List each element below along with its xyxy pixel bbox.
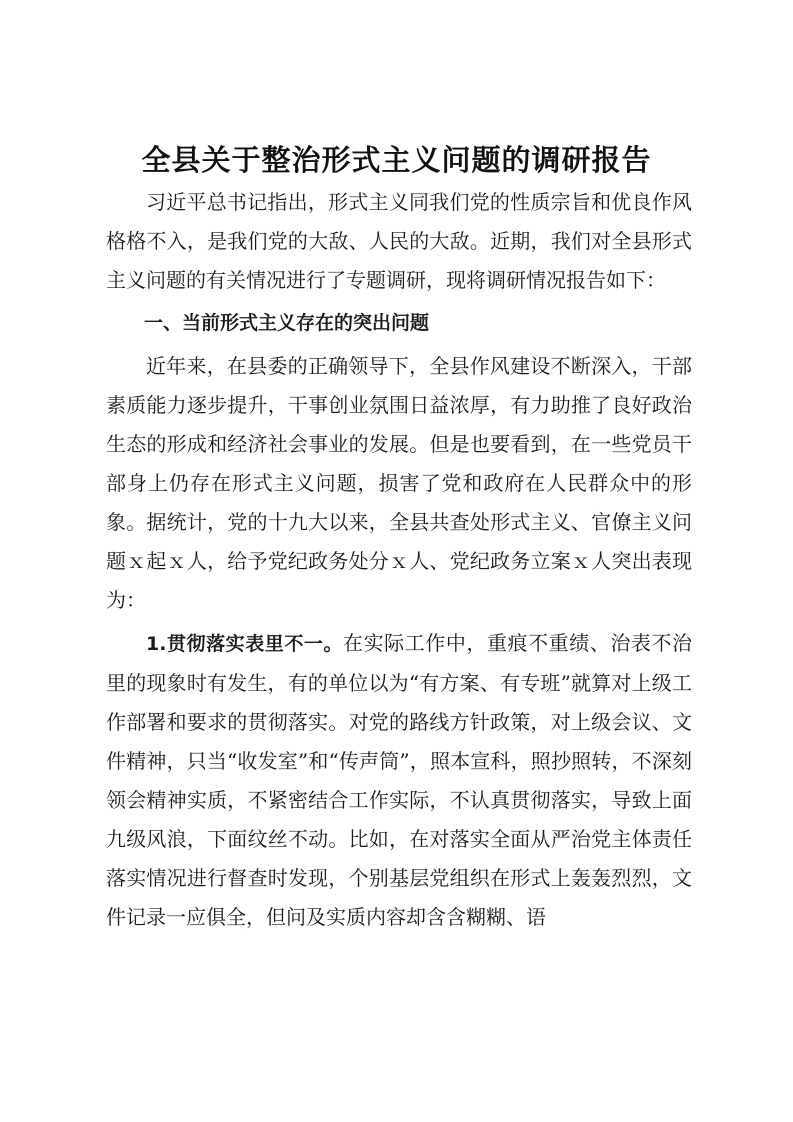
item-heading: 1.贯彻落实表里不一。 (146, 633, 344, 655)
document-title: 全县关于整治形式主义问题的调研报告 (141, 143, 652, 177)
document-body (106, 183, 692, 937)
section-paragraph: 近年来，在县委的正确领导下，全县作风建设不断深入，干部素质能力逐步提升，干事创业氛围日益浓厚，有力助推了良好政治生态的形成和经济社会事业的发展。但是也要看到，在一些党员干部身上仍存在形式主义问题，损害了党和政府在人民群众中的形象。据统计，党的十九大以来，全县共查处形式主义、官僚主义问题ｘ起ｘ人，给予党纪政务处分ｘ人、党纪政务立案ｘ人突出表现为： (106, 354, 692, 612)
section-heading: 一、当前形式主义存在的突出问题 (144, 312, 430, 334)
item-text: 在实际工作中，重痕不重绩、治表不治里的现象时有发生，有的单位以为“有方案、有专班”就算对上级工作部署和要求的贯彻落实。对党的路线方针政策，对上级会议、文件精神，只当“收发室”和“传声筒”，照本宣科，照抄照转，不深刻领会精神实质，不紧密结合工作实际，不认真贯彻落实，导致上面九级风浪，下面纹丝不动。比如，在对落实全面从严治党主体责任落实情况进行督查时发现，个别基层党组织在形式上轰轰烈烈，文件记录一应俱全，但问及实质内容却含含糊糊、语 (106, 631, 692, 929)
item-paragraph (106, 624, 692, 937)
intro-paragraph: 习近平总书记指出，形式主义同我们党的性质宗旨和优良作风格格不入，是我们党的大敌、人民的大敌。近期，我们对全县形式主义问题的有关情况进行了专题调研，现将调研情况报告如下： (106, 190, 692, 292)
